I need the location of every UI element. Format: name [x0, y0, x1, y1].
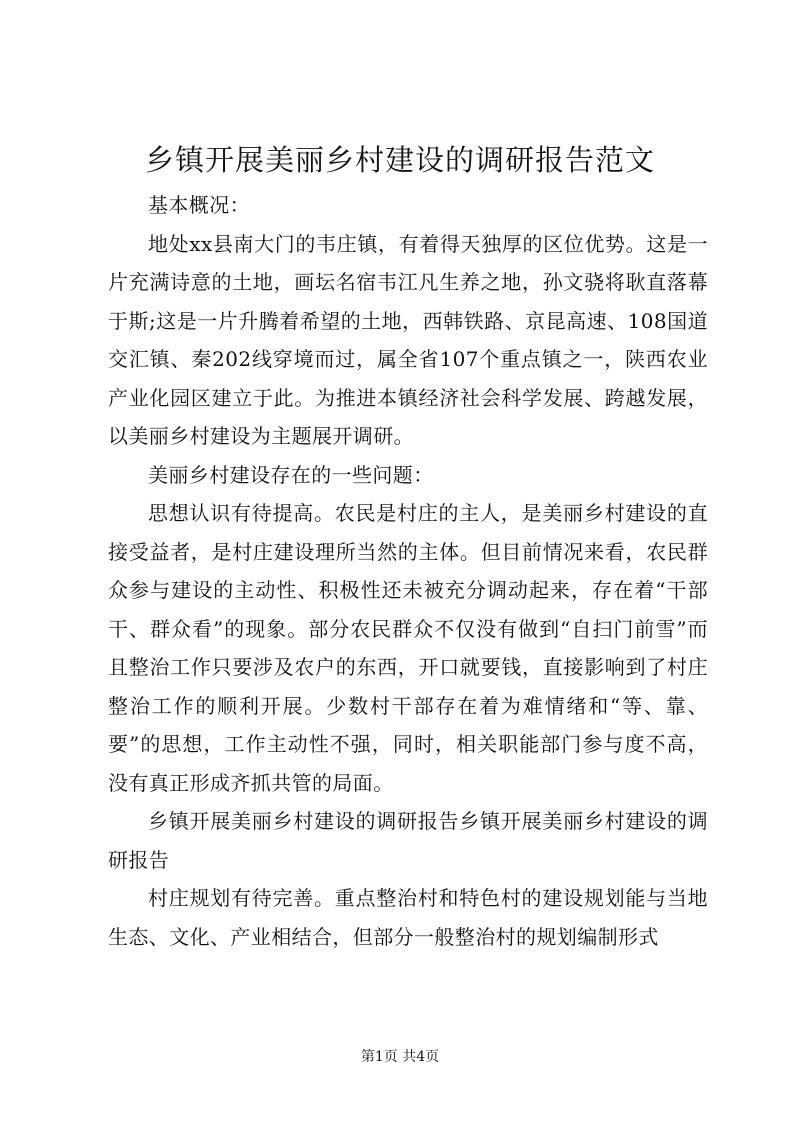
document-title: 乡镇开展美丽乡村建设的调研报告范文 [144, 143, 655, 177]
document-body [108, 186, 708, 956]
paragraph-basic-overview-heading: 基本概况： [148, 193, 250, 217]
paragraph-repeated-title: 乡镇开展美丽乡村建设的调研报告乡镇开展美丽乡村建设的调研报告 [108, 809, 708, 872]
paragraph-awareness: 思想认识有待提高。农民是村庄的主人，是美丽乡村建设的直接受益者，是村庄建设理所当然的主体。但目前情况来看，农民群众参与建设的主动性、积极性还未被充分调动起来，存在着“干部干、群众看”的现象。部分农民群众不仅没有做到“自扫门前雪”而且整治工作只要涉及农户的东西，开口就要钱，直接影响到了村庄整治工作的顺利开展。少数村干部存在着为难情绪和“等、靠、要”的思想，工作主动性不强，同时，相关职能部门参与度不高，没有真正形成齐抓共管的局面。 [108, 501, 708, 795]
paragraph-planning: 村庄规划有待完善。重点整治村和特色村的建设规划能与当地生态、文化、产业相结合，但部分一般整治村的规划编制形式 [108, 886, 708, 949]
page-footer: 第1页 共4页 [360, 1049, 440, 1065]
paragraph-problems-heading: 美丽乡村建设存在的一些问题： [148, 462, 434, 487]
paragraph-basic-overview: 地处xx县南大门的韦庄镇，有着得天独厚的区位优势。这是一片充满诗意的土地，画坛名宿韦江凡生养之地，孙文骁将耿直落幕于斯;这是一片升腾着希望的土地，西韩铁路、京昆高速、108国道交汇镇、秦202线穿境而过，属全省107个重点镇之一，陕西农业产业化园区建立于此。为推进本镇经济社会科学发展、跨越发展，以美丽乡村建设为主题展开调研。 [108, 231, 708, 448]
